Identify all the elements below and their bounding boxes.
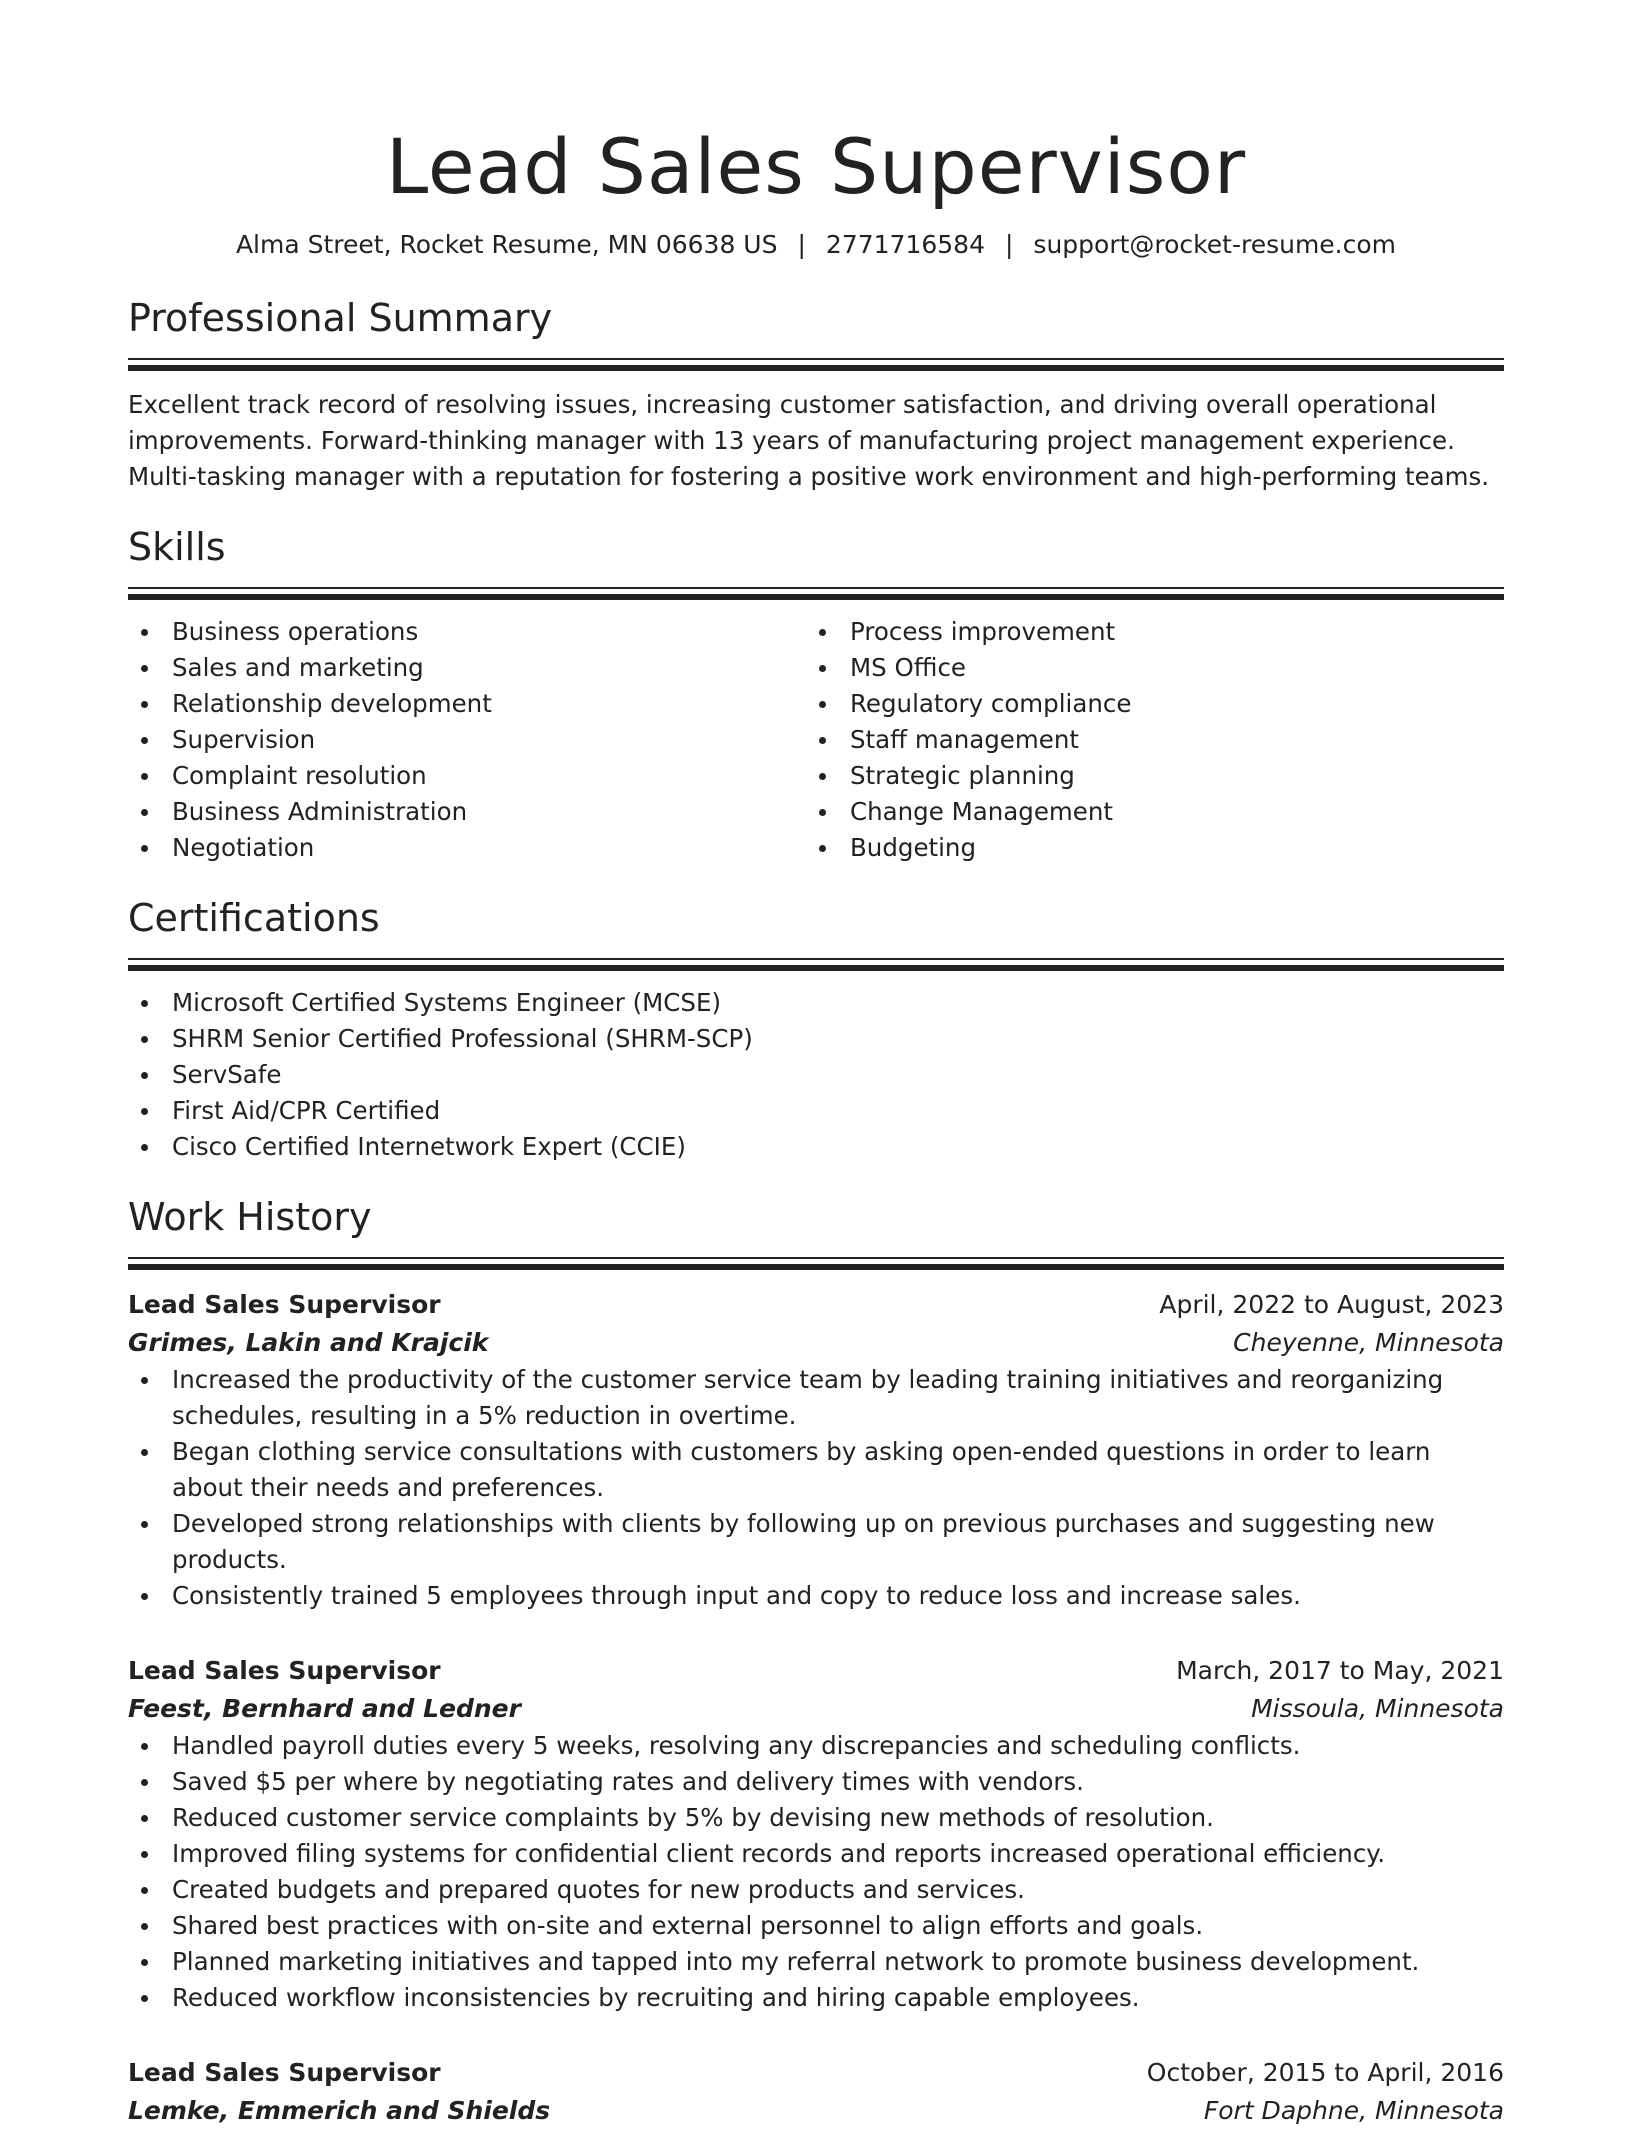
- job-bullet: Developed strong relationships with clients by following up on previous purchases and suggesting new products.: [128, 1506, 1504, 1578]
- job-entry: [128, 1652, 1504, 2016]
- section-divider: [128, 1257, 1504, 1270]
- job-title: Lead Sales Supervisor: [128, 1656, 441, 1685]
- skill-item: Sales and marketing: [128, 650, 806, 686]
- job-location: Fort Daphne, Minnesota: [1203, 2096, 1504, 2125]
- skill-item: Supervision: [128, 722, 806, 758]
- skill-item: Change Management: [806, 794, 1484, 830]
- contact-address: Alma Street, Rocket Resume, MN 06638 US: [235, 230, 778, 259]
- job-bullet: Saved $5 per where by negotiating rates and delivery times with vendors.: [128, 1764, 1504, 1800]
- job-header: [128, 1286, 1504, 1324]
- skill-item: Staff management: [806, 722, 1484, 758]
- section-divider: [128, 358, 1504, 371]
- job-title: Lead Sales Supervisor: [128, 2058, 441, 2087]
- job-bullet: Consistently trained 5 employees through input and copy to reduce loss and increase sales.: [128, 1578, 1504, 1614]
- job-location: Cheyenne, Minnesota: [1233, 1328, 1504, 1357]
- job-dates: April, 2022 to August, 2023: [1159, 1290, 1504, 1319]
- skills-list-right: [806, 614, 1484, 866]
- certification-item: First Aid/CPR Certified: [128, 1093, 1504, 1129]
- skill-item: Complaint resolution: [128, 758, 806, 794]
- job-entry: [128, 1286, 1504, 1614]
- job-title: Lead Sales Supervisor: [128, 1290, 441, 1319]
- job-company: Grimes, Lakin and Krajcik: [128, 1328, 489, 1357]
- skill-item: Regulatory compliance: [806, 686, 1484, 722]
- skill-item: Strategic planning: [806, 758, 1484, 794]
- section-divider: [128, 587, 1504, 600]
- job-dates: March, 2017 to May, 2021: [1176, 1656, 1504, 1685]
- certifications-section: [128, 894, 1504, 1165]
- certification-item: SHRM Senior Certified Professional (SHRM-SCP): [128, 1021, 1504, 1057]
- section-divider: [128, 958, 1504, 971]
- skills-section: [128, 523, 1504, 866]
- section-heading-work-history: Work History: [128, 1195, 372, 1239]
- job-company: Lemke, Emmerich and Shields: [128, 2096, 551, 2125]
- resume-title: Lead Sales Supervisor: [385, 122, 1247, 211]
- job-bullet: Created budgets and prepared quotes for new products and services.: [128, 1872, 1504, 1908]
- job-header: [128, 2054, 1504, 2092]
- job-bullets: [128, 1362, 1504, 1614]
- section-heading-certifications: Certifications: [128, 896, 380, 940]
- job-header: [128, 1652, 1504, 1690]
- job-location: Missoula, Minnesota: [1251, 1694, 1504, 1723]
- skills-list-left: [128, 614, 806, 866]
- job-bullet: Began clothing service consultations with customers by asking open-ended questions in order to learn about their needs and preferences.: [128, 1434, 1504, 1506]
- work-history-section: [128, 1193, 1504, 2130]
- job-entry: [128, 2054, 1504, 2130]
- job-dates: October, 2015 to April, 2016: [1146, 2058, 1504, 2087]
- certification-item: Cisco Certified Internetwork Expert (CCIE): [128, 1129, 1504, 1165]
- contact-separator: |: [1004, 230, 1014, 259]
- contact-phone: 2771716584: [825, 230, 985, 259]
- certifications-list: [128, 985, 1504, 1165]
- skill-item: Business Administration: [128, 794, 806, 830]
- skill-item: Process improvement: [806, 614, 1484, 650]
- job-bullet: Improved filing systems for confidential client records and reports increased operational efficiency.: [128, 1836, 1504, 1872]
- job-bullet: Reduced customer service complaints by 5% by devising new methods of resolution.: [128, 1800, 1504, 1836]
- resume-page: [128, 0, 1504, 2130]
- job-bullet: Increased the productivity of the customer service team by leading training initiatives and reorganizing schedules, resulting in a 5% reduction in overtime.: [128, 1362, 1504, 1434]
- summary-section: [128, 294, 1504, 495]
- job-bullet: Shared best practices with on-site and external personnel to align efforts and goals.: [128, 1908, 1504, 1944]
- job-bullet: Planned marketing initiatives and tapped into my referral network to promote business development.: [128, 1944, 1504, 1980]
- contact-separator: |: [797, 230, 806, 259]
- certification-item: ServSafe: [128, 1057, 1504, 1093]
- job-subheader: [128, 1324, 1504, 1362]
- skill-item: Business operations: [128, 614, 806, 650]
- job-bullet: Handled payroll duties every 5 weeks, resolving any discrepancies and scheduling conflicts.: [128, 1728, 1504, 1764]
- job-subheader: [128, 1690, 1504, 1728]
- skill-item: MS Office: [806, 650, 1484, 686]
- section-heading-summary: Professional Summary: [128, 296, 553, 340]
- skill-item: Relationship development: [128, 686, 806, 722]
- skill-item: Negotiation: [128, 830, 806, 866]
- contact-email[interactable]: support@rocket-resume.com: [1033, 230, 1397, 259]
- skills-columns: [128, 614, 1504, 866]
- summary-text: Excellent track record of resolving issues, increasing customer satisfaction, and driving overall operational improvements. Forward-thinking manager with 13 years of manufacturing project management experience. Multi-tasking manager with a reputation for fostering a positive work environment and high-performing teams.: [128, 390, 1490, 491]
- contact-line: [128, 228, 1504, 262]
- section-heading-skills: Skills: [128, 525, 226, 569]
- job-company: Feest, Bernhard and Ledner: [128, 1694, 521, 1723]
- job-bullet: Reduced workflow inconsistencies by recruiting and hiring capable employees.: [128, 1980, 1504, 2016]
- job-bullets: [128, 1728, 1504, 2016]
- certification-item: Microsoft Certified Systems Engineer (MCSE): [128, 985, 1504, 1021]
- job-subheader: [128, 2092, 1504, 2130]
- skill-item: Budgeting: [806, 830, 1484, 866]
